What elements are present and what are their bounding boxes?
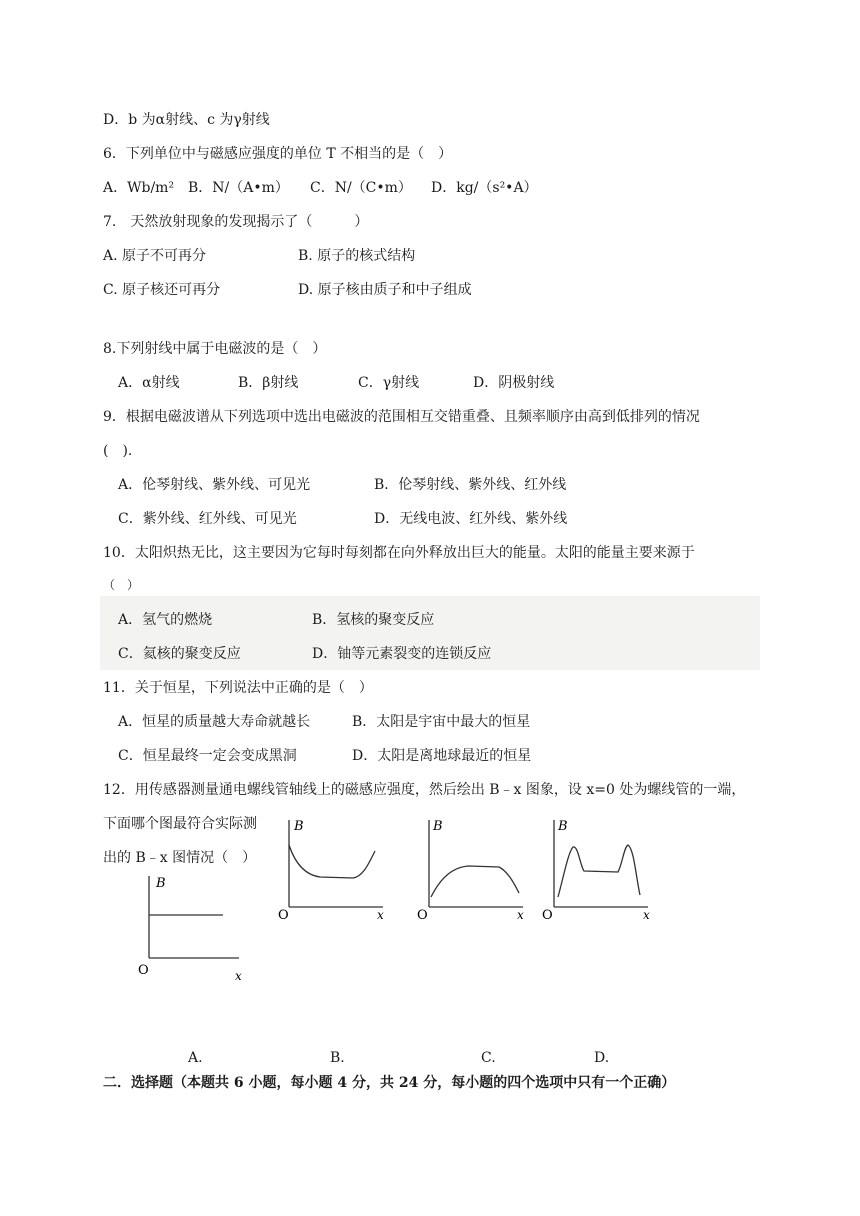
q7-option-d: D. 原子核由质子和中子组成: [298, 282, 472, 298]
section-2-heading: 二．选择题（本题共 6 小题，每小题 4 分，共 24 分，每小题的四个选项中只有一个正确）: [103, 1075, 676, 1091]
graph-d-y-label: B: [558, 819, 568, 834]
q11-stem: 11．关于恒星，下列说法中正确的是（ ）: [103, 680, 373, 696]
graph-a-y-label: B: [156, 876, 166, 891]
q9-option-c: C．紫外线、红外线、可见光: [118, 511, 297, 527]
q8-option-c: C．γ射线: [358, 375, 420, 391]
q10-option-c: C．氦核的聚变反应: [118, 646, 241, 662]
q9-stem: 9．根据电磁波谱从下列选项中选出电磁波的范围相互交错重叠、且频率顺序由高到低排列的情况: [103, 409, 700, 425]
graph-a-label: A.: [188, 1050, 203, 1066]
q7-stem: 7. 天然放射现象的发现揭示了（ ）: [103, 214, 369, 230]
q9-stem-cont: ( ).: [103, 443, 133, 459]
graph-c-x-label: x: [517, 908, 524, 922]
q10-option-a: A．氢气的燃烧: [118, 612, 213, 628]
graph-d-origin: O: [542, 908, 553, 923]
q7-option-c: C. 原子核还可再分: [103, 282, 221, 298]
graph-a-x-label: x: [235, 969, 242, 983]
graph-a: [135, 870, 255, 985]
q6-option-b: B．N/（A•m）: [188, 180, 289, 196]
q9-option-a: A．伦琴射线、紫外线、可见光: [118, 477, 311, 493]
graph-c-label: C.: [481, 1050, 496, 1066]
q11-option-d: D．太阳是离地球最近的恒星: [352, 748, 532, 764]
graph-b-label: B.: [330, 1050, 345, 1066]
q8-option-a: A．α射线: [118, 375, 180, 391]
q10-option-b: B．氢核的聚变反应: [312, 612, 435, 628]
q8-stem: 8.下列射线中属于电磁波的是（ ）: [103, 341, 327, 357]
q6-option-d: D．kg/（s²•A）: [431, 180, 538, 196]
graph-b-y-label: B: [294, 819, 304, 834]
q10-stem: 10．太阳炽热无比，这主要因为它每时每刻都在向外释放出巨大的能量。太阳的能量主要来源于: [103, 545, 695, 561]
q9-option-b: B．伦琴射线、紫外线、红外线: [374, 477, 567, 493]
graph-a-origin: O: [138, 963, 149, 978]
q12-stem-cont2: 出的 B﹣x 图情况（ ）: [103, 850, 257, 866]
q11-option-a: A．恒星的质量越大寿命就越长: [118, 714, 311, 730]
q11-option-b: B．太阳是宇宙中最大的恒星: [352, 714, 531, 730]
q12-stem-cont: 下面哪个图最符合实际测: [103, 816, 257, 832]
graph-b-origin: O: [278, 908, 289, 923]
q5-option-d: D．b 为α射线、c 为γ射线: [103, 112, 270, 128]
graph-b-x-label: x: [377, 908, 384, 922]
q11-option-c: C．恒星最终一定会变成黑洞: [118, 748, 297, 764]
graph-c-origin: O: [417, 908, 428, 923]
graph-c: [415, 815, 535, 923]
q10-option-d: D．铀等元素裂变的连锁反应: [312, 646, 492, 662]
q12-stem: 12．用传感器测量通电螺线管轴线上的磁感应强度，然后绘出 B﹣x 图象，设 x=0 处为螺线管的一端，: [103, 782, 746, 798]
q6-option-c: C．N/（C•m）: [310, 180, 412, 196]
graph-c-y-label: B: [433, 819, 443, 834]
q6-option-a: A．Wb/m²: [103, 180, 175, 196]
q7-option-a: A. 原子不可再分: [103, 248, 207, 264]
q8-option-b: B．β射线: [238, 375, 299, 391]
graph-d: [540, 815, 660, 923]
graph-d-x-label: x: [643, 908, 650, 922]
q9-option-d: D．无线电波、红外线、紫外线: [374, 511, 568, 527]
q8-option-d: D．阴极射线: [473, 375, 555, 391]
q7-option-b: B. 原子的核式结构: [298, 248, 416, 264]
graph-b: [275, 815, 395, 923]
q10-stem-cont: （ ）: [103, 578, 140, 592]
q6-stem: 6．下列单位中与磁感应强度的单位 T 不相当的是（ ）: [103, 146, 453, 162]
graph-d-label: D.: [594, 1050, 610, 1066]
